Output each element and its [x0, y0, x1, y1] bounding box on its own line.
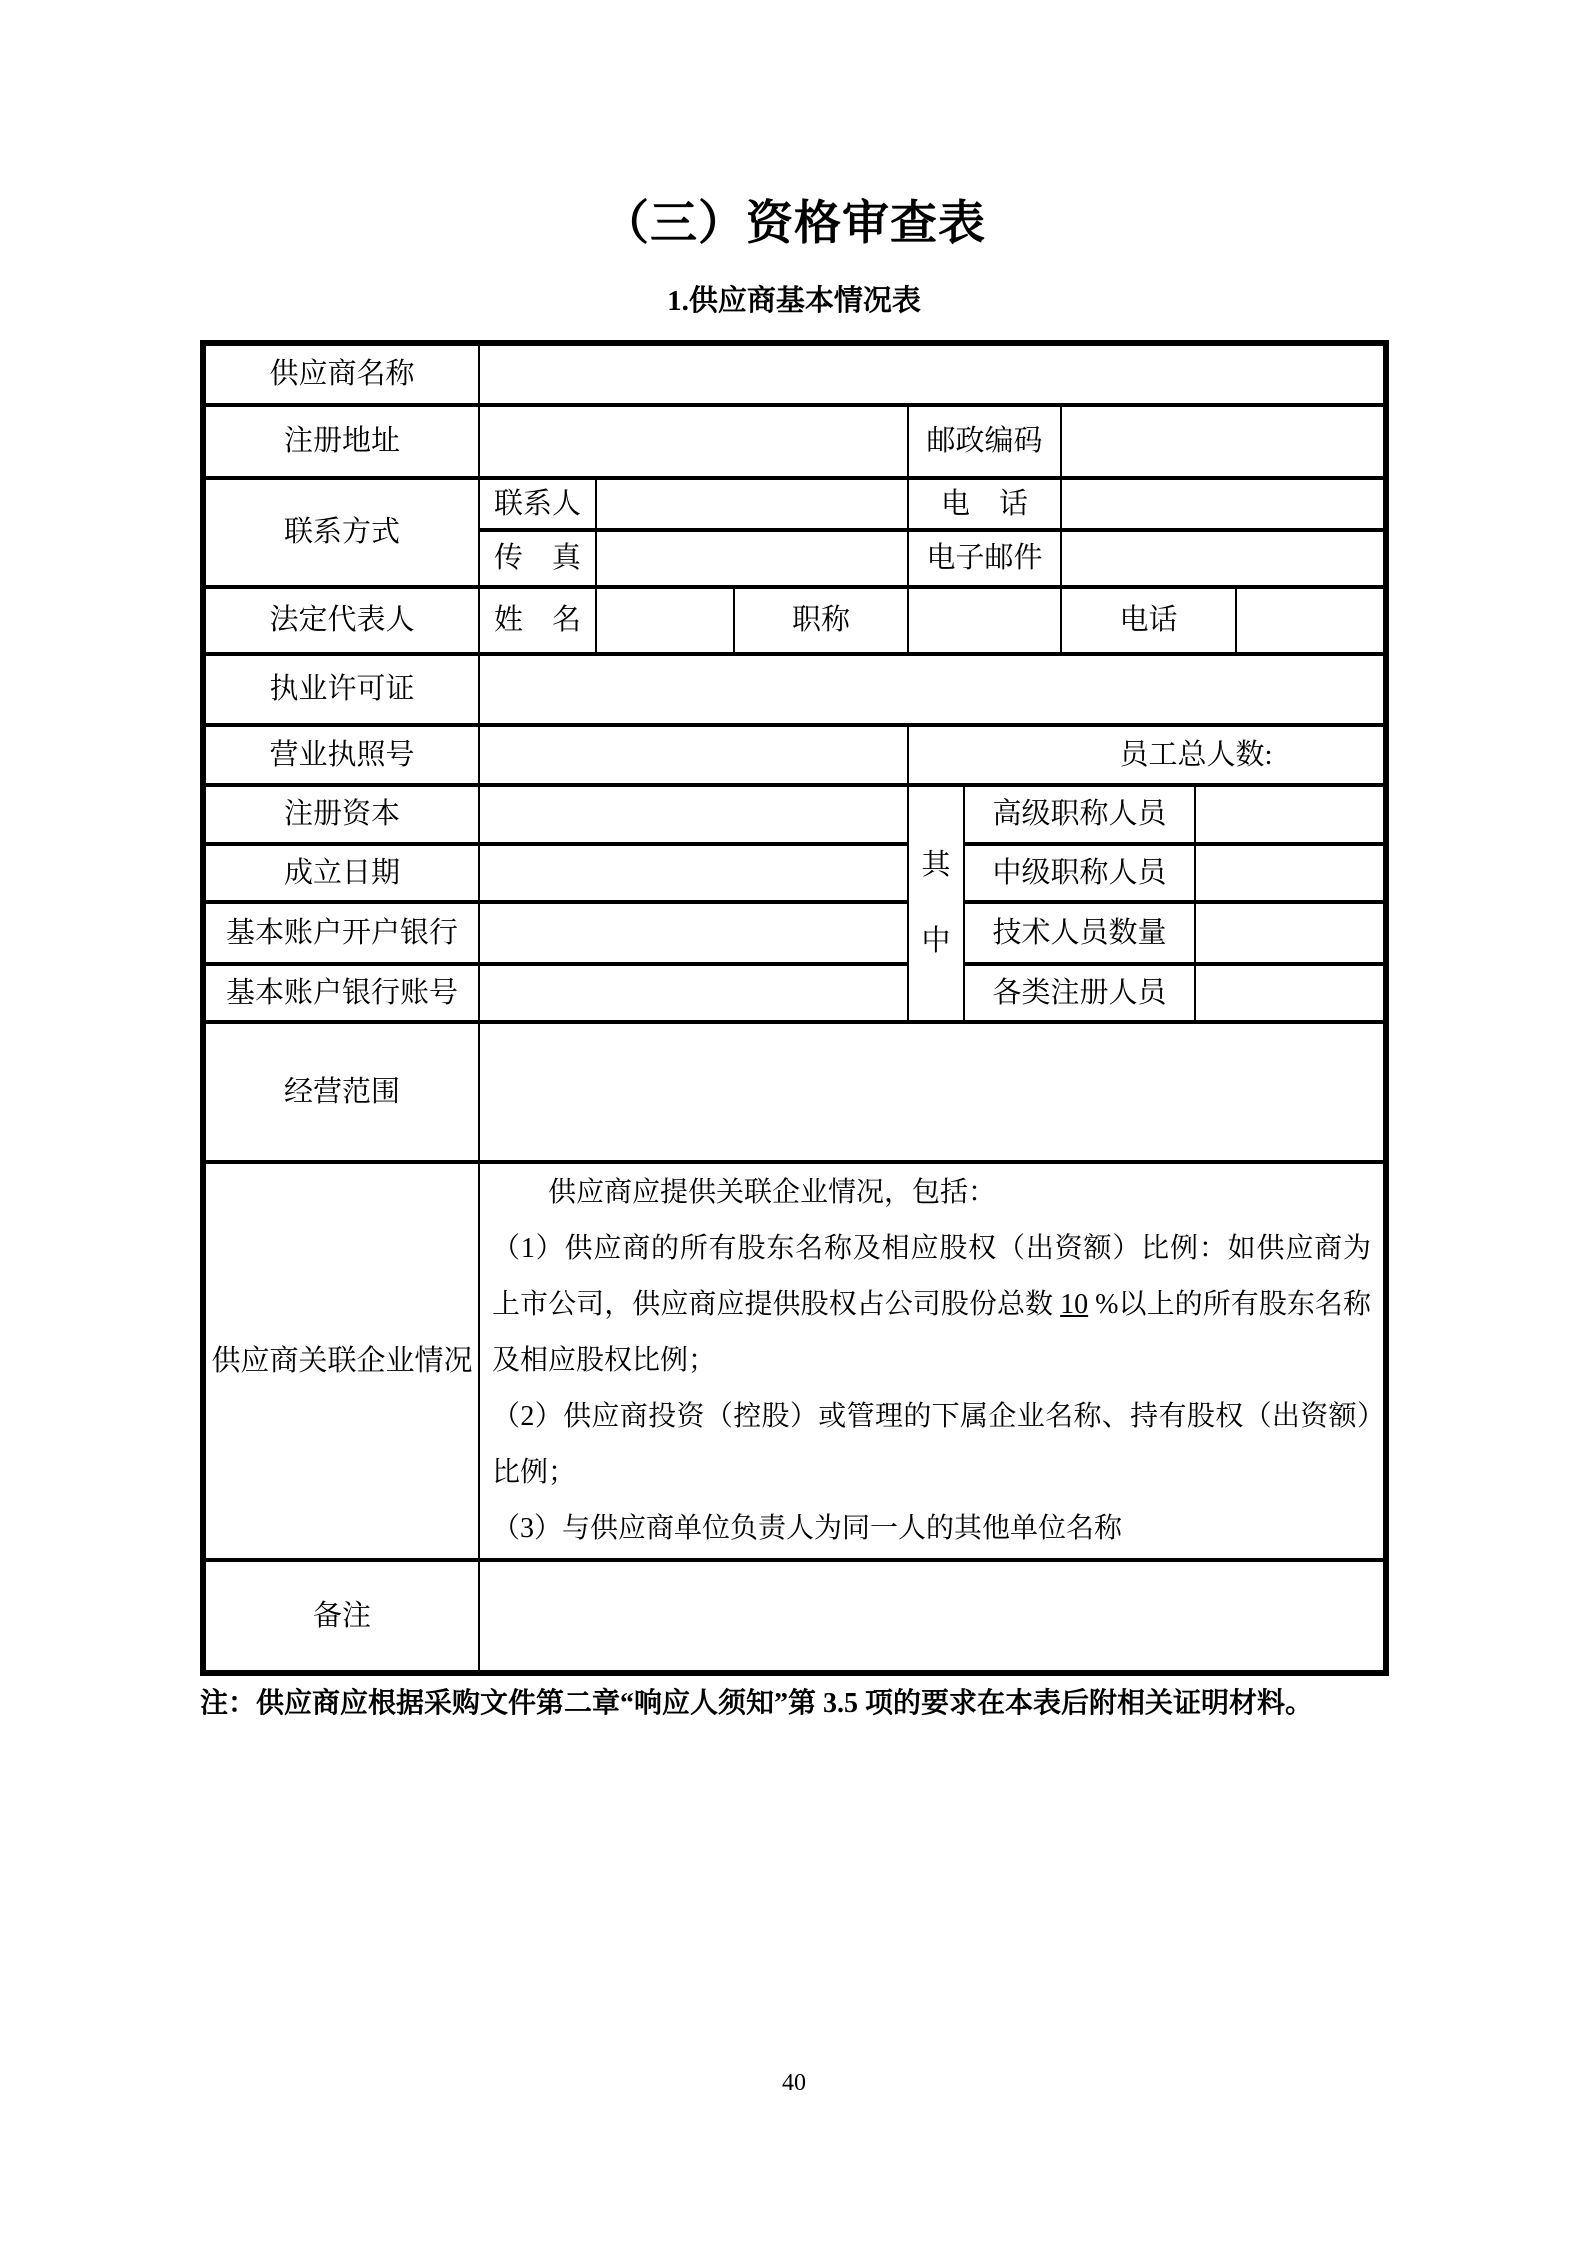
technical-staff-value [1196, 904, 1383, 962]
remarks-value [480, 1562, 1383, 1670]
mid-title-staff-label: 中级职称人员 [965, 846, 1194, 900]
business-scope-label: 经营范围 [206, 1024, 478, 1160]
affiliated-intro: 供应商应提供关联企业情况，包括： [548, 1177, 997, 1208]
legal-representative-label: 法定代表人 [206, 589, 478, 652]
registered-capital-value [480, 787, 907, 842]
phone-label: 电 话 [909, 480, 1060, 528]
underlined-percentage: 10 [1060, 1289, 1089, 1320]
remarks-label: 备注 [206, 1562, 478, 1670]
postal-code-value [1062, 407, 1383, 476]
senior-title-staff-label: 高级职称人员 [965, 787, 1194, 842]
legal-rep-phone-label: 电话 [1062, 589, 1235, 652]
business-license-label: 营业执照号 [206, 727, 478, 783]
registered-capital-label: 注册资本 [206, 787, 478, 842]
basic-account-no-value [480, 966, 907, 1020]
senior-title-staff-value [1196, 787, 1383, 842]
legal-rep-name-value [597, 589, 733, 652]
basic-account-bank-value [480, 904, 907, 962]
mid-title-staff-value [1196, 846, 1383, 900]
section-subtitle: 1.供应商基本情况表 [667, 285, 921, 317]
postal-code-label: 邮政编码 [909, 407, 1060, 476]
contact-method-label: 联系方式 [206, 480, 478, 585]
supplier-name-label: 供应商名称 [206, 346, 478, 403]
among-which-label: 其中 [909, 787, 963, 1020]
supplier-name-value [480, 346, 1383, 403]
page-number: 40 [782, 2070, 806, 2096]
registered-address-value [480, 407, 907, 476]
business-scope-value [480, 1024, 1383, 1160]
registered-staff-value [1196, 966, 1383, 1020]
fax-label: 传 真 [480, 532, 595, 585]
practice-license-value [480, 656, 1383, 723]
establishment-date-value [480, 846, 907, 900]
email-label: 电子邮件 [909, 532, 1060, 585]
job-title-value [909, 589, 1060, 652]
job-title-label: 职称 [735, 589, 907, 652]
legal-rep-phone-value [1237, 589, 1383, 652]
practice-license-label: 执业许可证 [206, 656, 478, 723]
footnote: 注：供应商应根据采购文件第二章“响应人须知”第 3.5 项的要求在本表后附相关证明材料。 [200, 1688, 1314, 1719]
affiliated-info-label: 供应商关联企业情况 [206, 1164, 478, 1558]
establishment-date-label: 成立日期 [206, 846, 478, 900]
affiliated-info-content [480, 1164, 1383, 1558]
business-license-value [480, 727, 907, 783]
fax-value [597, 532, 907, 585]
technical-staff-label: 技术人员数量 [965, 904, 1194, 962]
affiliated-item-1: （1）供应商的所有股东名称及相应股权（出资额）比例：如供应商为上市公司，供应商应提供股权占公司股份总数 10 %以上的所有股东名称及相应股权比例； [492, 1233, 1371, 1376]
email-value [1062, 532, 1383, 585]
legal-rep-name-label: 姓 名 [480, 589, 595, 652]
affiliated-item-2: （2）供应商投资（控股）或管理的下属企业名称、持有股权（出资额）比例； [492, 1401, 1371, 1488]
affiliated-item-3: （3）与供应商单位负责人为同一人的其他单位名称 [492, 1513, 1123, 1544]
basic-account-bank-label: 基本账户开户银行 [206, 904, 478, 962]
supplier-info-table [200, 340, 1389, 1676]
basic-account-no-label: 基本账户银行账号 [206, 966, 478, 1020]
contact-person-label: 联系人 [480, 480, 595, 528]
registered-address-label: 注册地址 [206, 407, 478, 476]
total-employees-label: 员工总人数: [909, 727, 1383, 783]
registered-staff-label: 各类注册人员 [965, 966, 1194, 1020]
phone-value [1062, 480, 1383, 528]
contact-person-value [597, 480, 907, 528]
page-title: （三）资格审查表 [602, 198, 986, 250]
